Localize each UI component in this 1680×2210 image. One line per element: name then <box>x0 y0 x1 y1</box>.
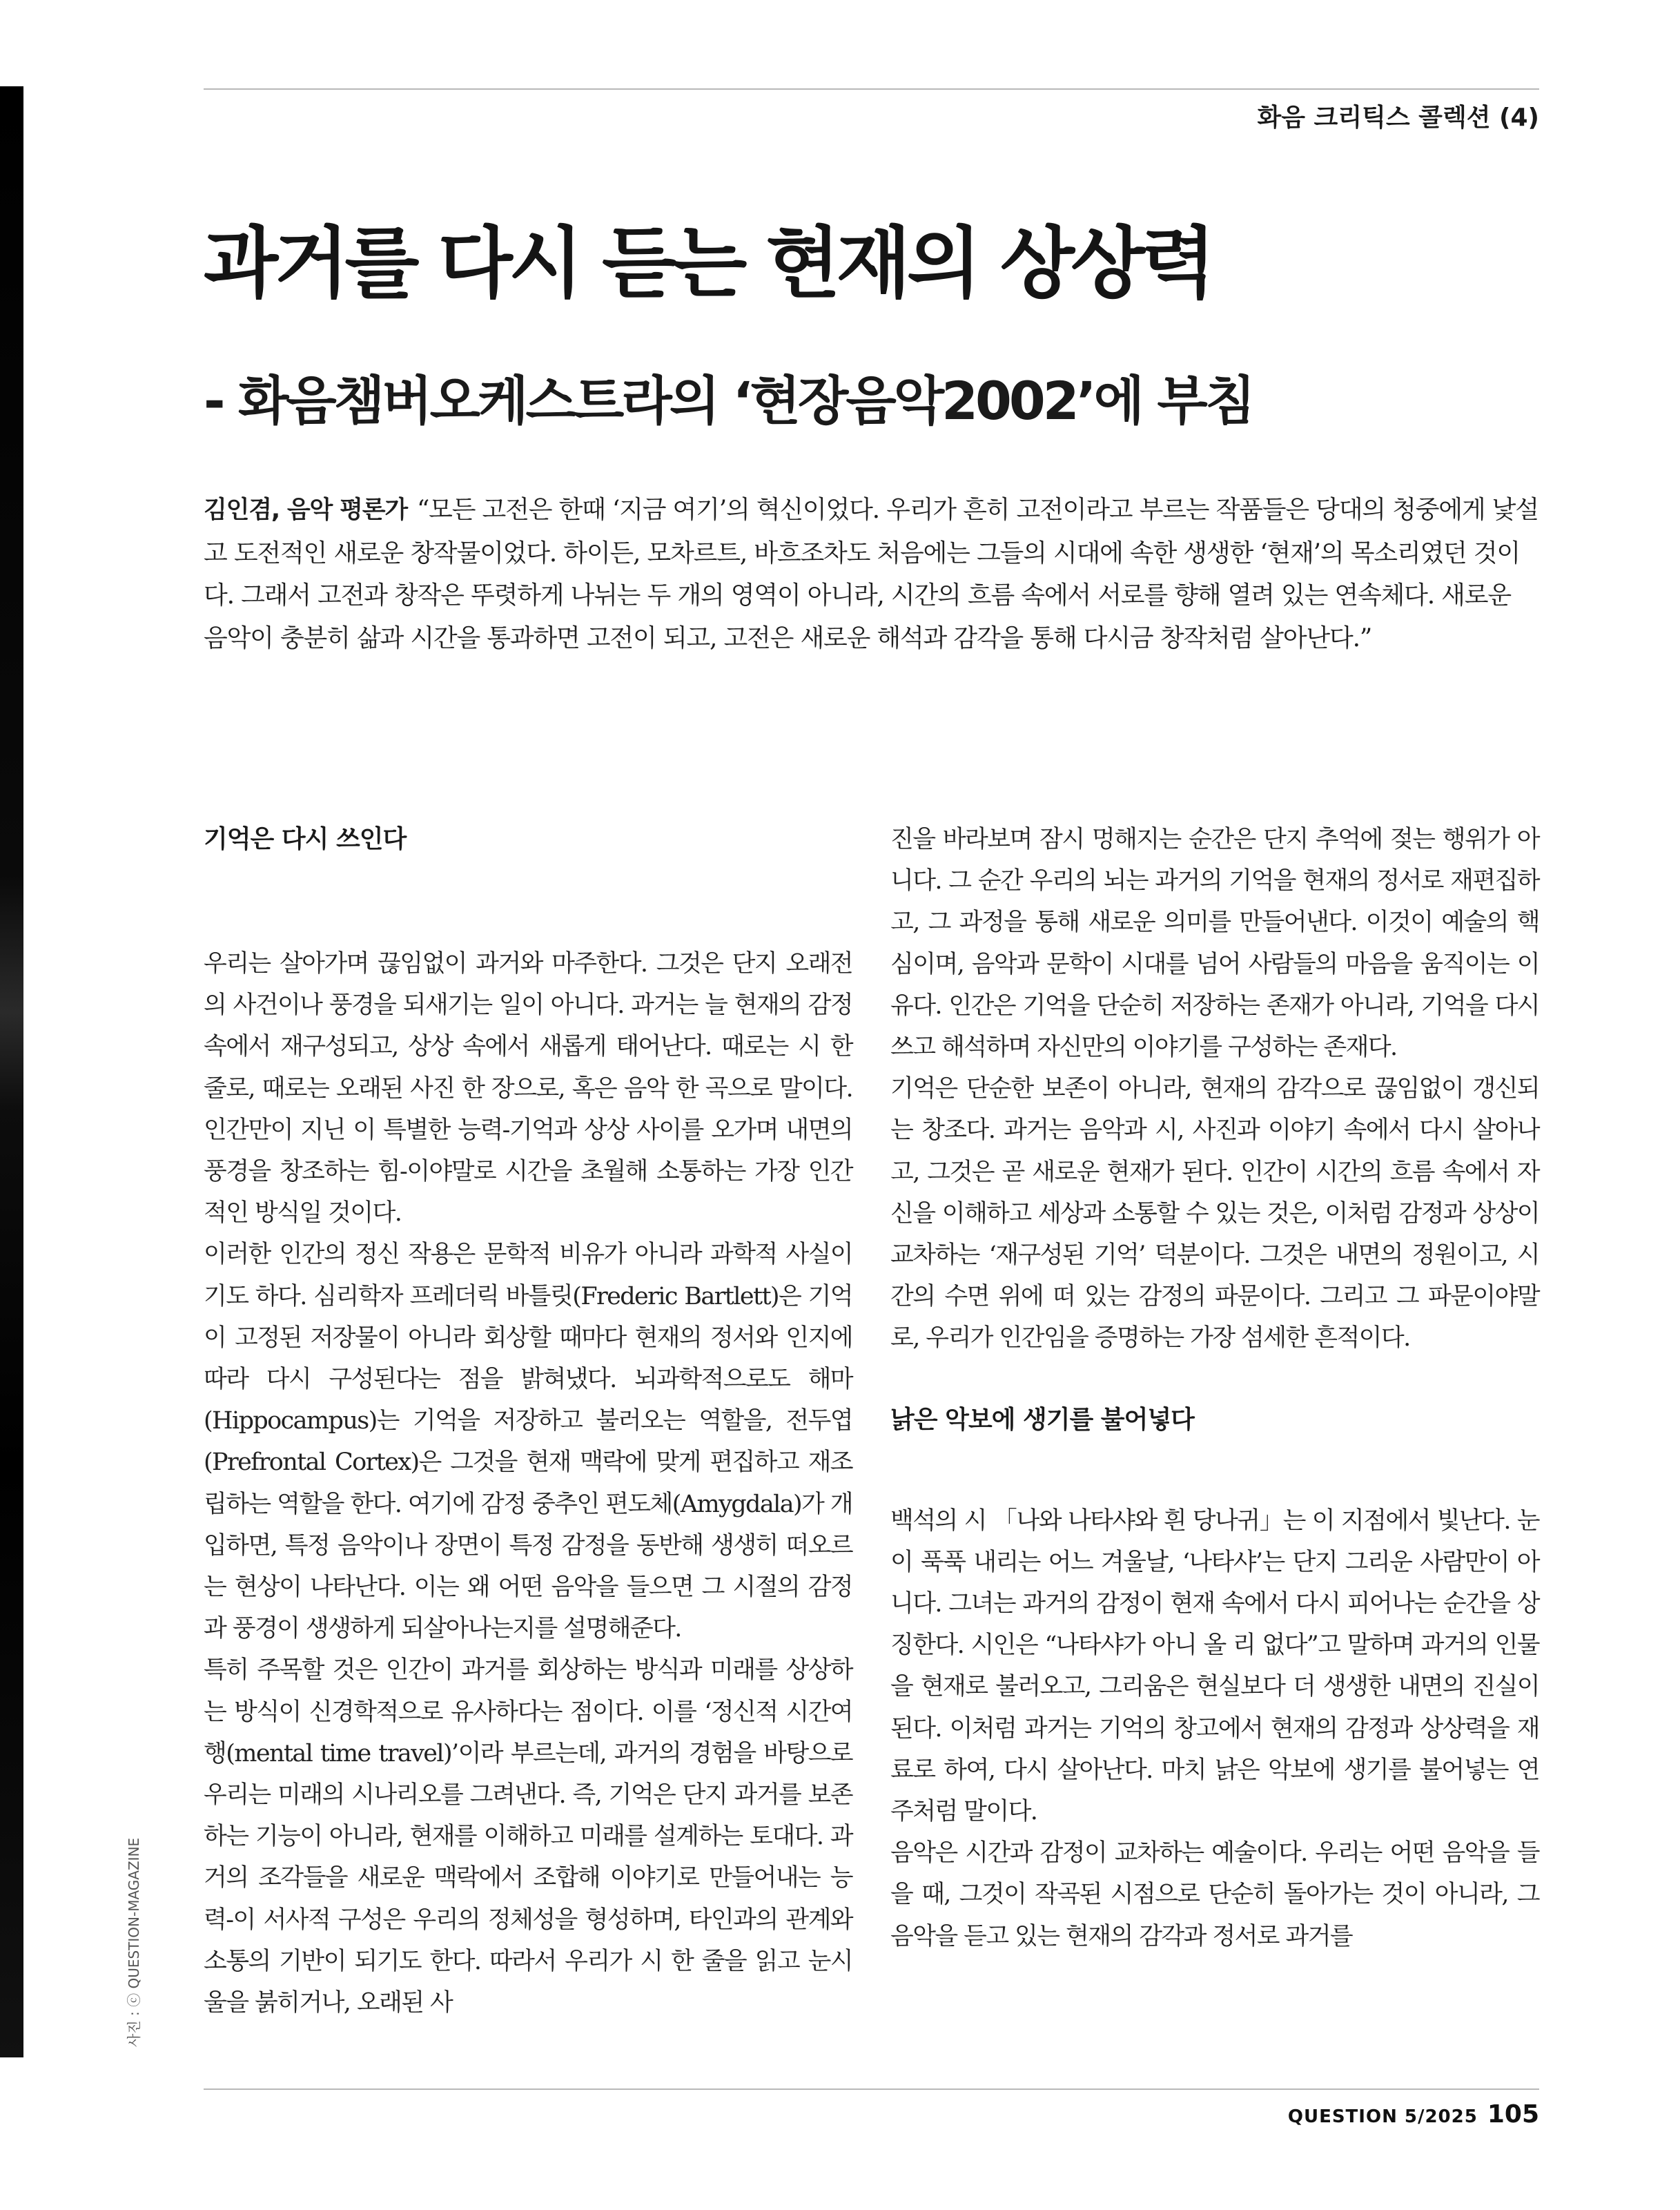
edge-photo <box>0 86 23 2057</box>
page-number: 105 <box>1487 2100 1539 2129</box>
series-label: 화음 크리틱스 콜렉션 (4) <box>1257 104 1539 132</box>
left-column <box>204 819 852 2024</box>
section-heading-memory: 기억은 다시 쓰인다 <box>204 825 407 853</box>
article-subtitle: - 화음챔버오케스트라의 ‘현장음악2002’에 부침 <box>204 370 1253 432</box>
body-paragraph: 진을 바라보며 잠시 멍해지는 순간은 단지 추억에 젖는 행위가 아니다. 그 순간 우리의 뇌는 과거의 기억을 현재의 정서로 재편집하고, 그 과정을 통해 새로운 의미를 만들어낸다. 이것이 예술의 핵심이며, 음악과 문학이 시대를 넘어 사람들의 마음을 움직이는 이유다. 인간은 기억을 단순히 저장하는 존재가 아니라, 기억을 다시 쓰고 해석하며 자신만의 이야기를 구성하는 존재다. <box>890 826 1539 1062</box>
body-paragraph: 이러한 인간의 정신 작용은 문학적 비유가 아니라 과학적 사실이기도 하다. 심리학자 프레더릭 바틀릿(Frederic Bartlett)은 기억이 고정된 저장물이 아니라 회상할 때마다 현재의 정서와 인지에 따라 다시 구성된다는 점을 밝혀냈다. 뇌과학적으로도 해마(Hippocampus)는 기억을 저장하고 불러오는 역할을, 전두엽(Prefrontal Cortex)은 그것을 현재 맥락에 맞게 편집하고 재조립하는 역할을 한다. 여기에 감정 중추인 편도체(Amygdala)가 개입하면, 특정 음악이나 장면이 특정 감정을 동반해 생생히 떠오르는 현상이 나타난다. 이는 왜 어떤 음악을 들으면 그 시절의 감정과 풍경이 생생하게 되살아나는지를 설명해준다. <box>204 1241 852 1643</box>
author-byline: 김인겸, 음악 평론가 <box>204 496 407 524</box>
lead-paragraph <box>204 489 1539 659</box>
lead-quote: “모든 고전은 한때 ‘지금 여기’의 혁신이었다. 우리가 흔히 고전이라고 부르는 작품들은 당대의 청중에게 낯설고 도전적인 새로운 창작물이었다. 하이든, 모차르트, 바흐조차도 처음에는 그들의 시대에 속한 생생한 ‘현재’의 목소리였던 것이다. 그래서 고전과 창작은 뚜렷하게 나뉘는 두 개의 영역이 아니라, 시간의 흐름 속에서 서로를 향해 열려 있는 연속체다. 새로운 음악이 충분히 삶과 시간을 통과하면 고전이 되고, 고전은 새로운 해석과 감각을 통해 다시금 창작처럼 살아난다.” <box>204 496 1539 652</box>
body-paragraph: 음악은 시간과 감정이 교차하는 예술이다. 우리는 어떤 음악을 들을 때, 그것이 작곡된 시점으로 단순히 돌아가는 것이 아니라, 그 음악을 듣고 있는 현재의 감각과 정서로 과거를 <box>890 1839 1539 1950</box>
body-paragraph: 백석의 시 「나와 나타샤와 흰 당나귀」는 이 지점에서 빛난다. 눈이 푹푹 내리는 어느 겨울날, ‘나타샤’는 단지 그리운 사람만이 아니다. 그녀는 과거의 감정이 현재 속에서 다시 피어나는 순간을 상징한다. 시인은 “나타샤가 아니 올 리 없다”고 말하며 과거의 인물을 현재로 불러오고, 그리움은 현실보다 더 생생한 내면의 진실이 된다. 이처럼 과거는 기억의 창고에서 현재의 감정과 상상력을 재료로 하여, 다시 살아난다. 마치 낡은 악보에 생기를 불어넣는 연주처럼 말이다. <box>890 1506 1539 1826</box>
page-footer <box>1288 2100 1539 2129</box>
body-paragraph: 우리는 살아가며 끊임없이 과거와 마주한다. 그것은 단지 오래전의 사건이나 풍경을 되새기는 일이 아니다. 과거는 늘 현재의 감정 속에서 재구성되고, 상상 속에서 새롭게 태어난다. 때로는 시 한 줄로, 때로는 오래된 사진 한 장으로, 혹은 음악 한 곡으로 말이다. 인간만이 지닌 이 특별한 능력-기억과 상상 사이를 오가며 내면의 풍경을 창조하는 힘-이야말로 시간을 초월해 소통하는 가장 인간적인 방식일 것이다. <box>204 950 852 1228</box>
photo-credit: 사진 : ⓒ QUESTION-MAGAZINE <box>126 1837 142 2047</box>
magazine-issue: QUESTION 5/2025 <box>1287 2106 1478 2127</box>
right-column <box>890 819 1539 1957</box>
body-paragraph: 기억은 단순한 보존이 아니라, 현재의 감각으로 끊임없이 갱신되는 창조다. 과거는 음악과 시, 사진과 이야기 속에서 다시 살아나고, 그것은 곧 새로운 현재가 된다. 인간이 시간의 흐름 속에서 자신을 이해하고 세상과 소통할 수 있는 것은, 이처럼 감정과 상상이 교차하는 ‘재구성된 기억’ 덕분이다. 그것은 내면의 정원이고, 시간의 수면 위에 떠 있는 감정의 파문이다. 그리고 그 파문이야말로, 우리가 인간임을 증명하는 가장 섬세한 흔적이다. <box>890 1075 1539 1353</box>
article-title: 과거를 다시 듣는 현재의 상상력 <box>204 219 1212 309</box>
section-heading-score: 낡은 악보에 생기를 불어넣다 <box>890 1405 1194 1434</box>
bottom-rule <box>204 2088 1539 2090</box>
body-paragraph: 특히 주목할 것은 인간이 과거를 회상하는 방식과 미래를 상상하는 방식이 신경학적으로 유사하다는 점이다. 이를 ‘정신적 시간여행(mental time travel)’이라 부르는데, 과거의 경험을 바탕으로 우리는 미래의 시나리오를 그려낸다. 즉, 기억은 단지 과거를 보존하는 기능이 아니라, 현재를 이해하고 미래를 설계하는 토대다. 과거의 조각들을 새로운 맥락에서 조합해 이야기로 만들어내는 능력-이 서사적 구성은 우리의 정체성을 형성하며, 타인과의 관계와 소통의 기반이 되기도 한다. 따라서 우리가 시 한 줄을 읽고 눈시울을 붉히거나, 오래된 사 <box>204 1656 852 2017</box>
top-rule <box>204 88 1539 90</box>
